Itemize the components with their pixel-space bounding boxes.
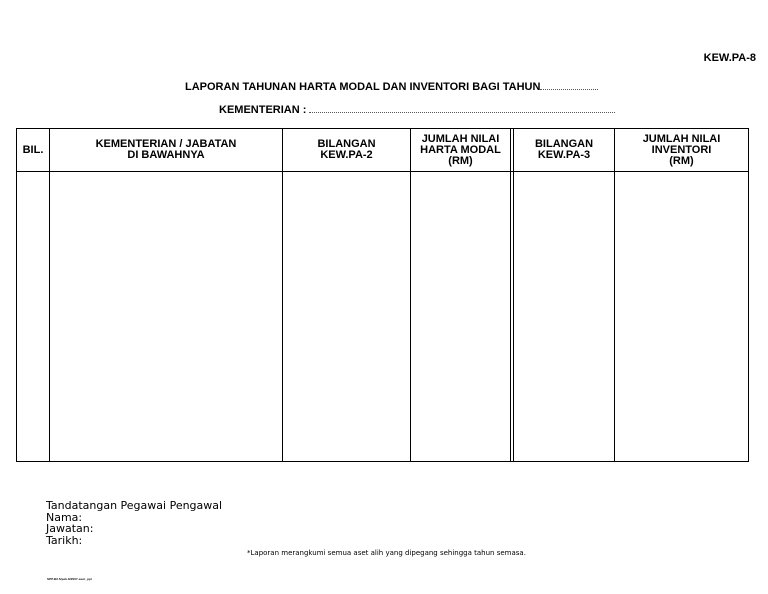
report-title-text: LAPORAN TAHUNAN HARTA MODAL DAN INVENTORI BAGI TAHUN [185, 81, 541, 93]
column-divider [49, 129, 50, 461]
date-label: Tarikh: [46, 533, 83, 547]
ministry-label: KEMENTERIAN : [219, 104, 307, 116]
column-divider [614, 129, 615, 461]
ministry-line [219, 102, 615, 116]
inventory-table [16, 128, 749, 462]
header-bil: BIL. [22, 143, 44, 156]
header-capital-asset-value: JUMLAH NILAI HARTA MODAL (RM) [420, 132, 501, 167]
signature-block [46, 500, 222, 546]
footnote: *Laporan merangkumi semua aset alih yang dipegang sehingga tahun semasa. [247, 549, 526, 557]
report-title [185, 79, 598, 93]
year-fill-line [540, 79, 598, 90]
column-divider [410, 129, 411, 461]
form-code: KEW.PA-8 [703, 52, 756, 64]
document-reference: SPP.Bil.5/pek.8/2007-aset_ppr [47, 577, 93, 581]
header-ministry-department: KEMENTERIAN / JABATAN DI BAWAHNYA [95, 138, 237, 161]
header-inventory-value: JUMLAH NILAI INVENTORI (RM) [642, 132, 721, 167]
position-label: Jawatan: [46, 522, 94, 535]
header-count-kewpa3: BILANGAN KEW.PA-3 [534, 138, 594, 161]
signature-heading: Tandatangan Pegawai Pengawal [46, 499, 223, 512]
header-count-kewpa2: BILANGAN KEW.PA-2 [317, 138, 376, 161]
column-divider [282, 129, 283, 461]
ministry-fill-line [309, 102, 615, 113]
column-divider [510, 129, 514, 461]
name-label: Nama: [46, 510, 83, 524]
